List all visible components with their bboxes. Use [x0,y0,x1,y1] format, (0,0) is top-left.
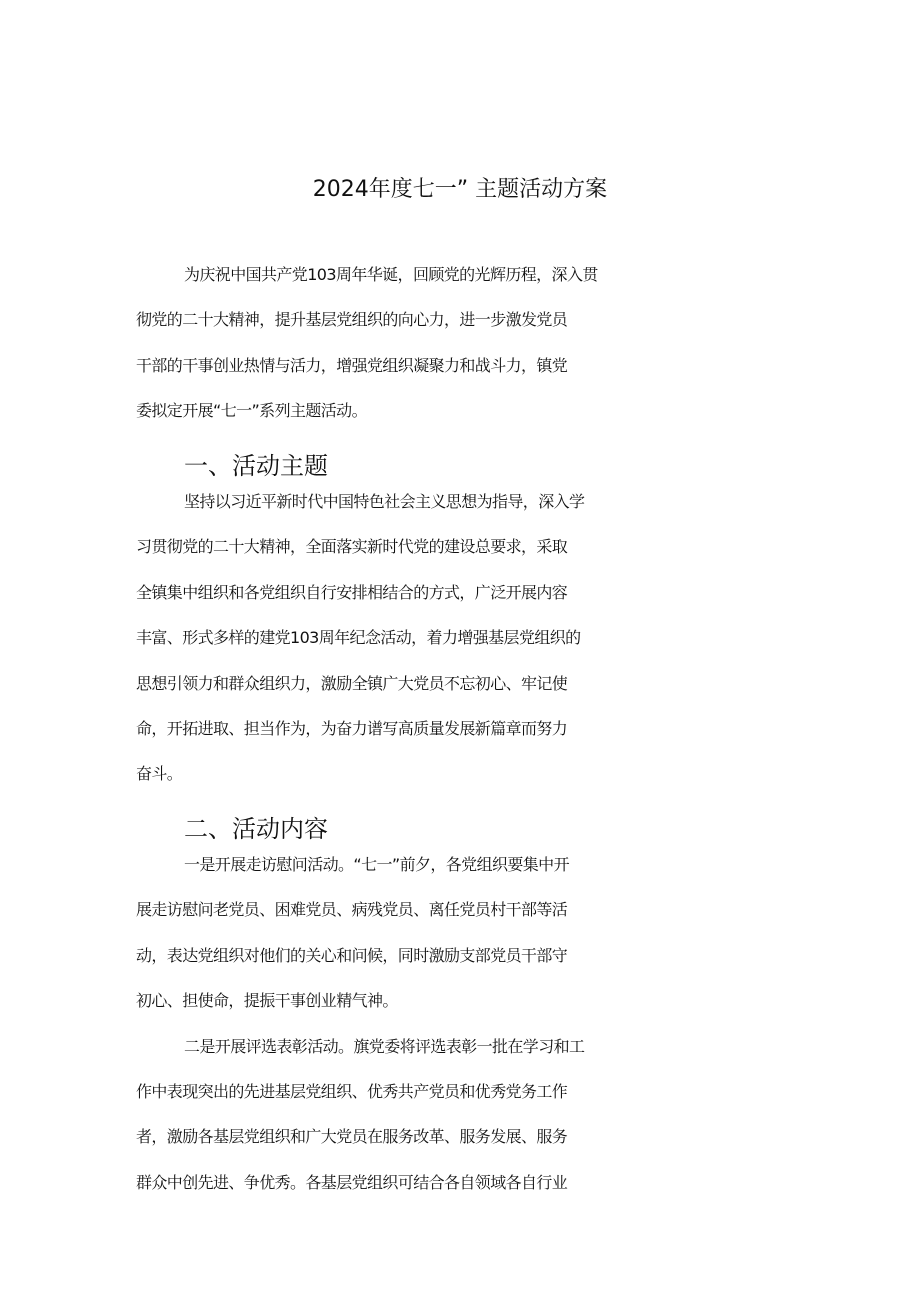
item-award-line: 者，激励各基层党组织和广大党员在服务改革、服务发展、服务 [136,1127,568,1147]
item-visit-line: 动，表达党组织对他们的关心和问候，同时激励支部党员干部守 [136,945,568,965]
item-visit-line: 展走访慰问老党员、困难党员、病残党员、离任党员村干部等活 [136,900,568,920]
item-award-paragraph [136,1034,786,1216]
theme-line: 奋斗。 [136,764,183,784]
theme-line: 全镇集中组织和各党组织自行安排相结合的方式，广泛开展内容 [136,582,568,602]
theme-line: 习贯彻党的二十大精神，全面落实新时代党的建设总要求，采取 [136,537,568,557]
intro-line: 彻党的二十大精神，提升基层党组织的向心力，进一步激发党员 [136,310,568,330]
item-award-line: 二是开展评选表彰活动。旗党委将评选表彰一批在学习和工 [184,1036,585,1056]
theme-line: 命，开拓进取、担当作为，为奋力谱写高质量发展新篇章而努力 [136,718,568,738]
item-visit-paragraph [136,852,786,1034]
document-body [136,262,786,1215]
item-award-line: 作中表现突出的先进基层党组织、优秀共产党员和优秀党务工作 [136,1082,568,1102]
theme-line: 坚持以习近平新时代中国特色社会主义思想为指导，深入学 [184,491,585,511]
theme-line: 丰富、形式多样的建党103周年纪念活动，着力增强基层党组织的 [136,628,581,648]
section-heading-theme: 一、活动主题 [184,451,328,480]
item-visit-line: 一是开展走访慰问活动。“七一”前夕，各党组织要集中开 [184,855,569,875]
theme-line: 思想引领力和群众组织力，激励全镇广大党员不忘初心、牢记使 [136,673,568,693]
document-title: 2024年度七一” 主题活动方案 [312,177,608,202]
item-visit-line: 初心、担使命，提振干事创业精气神。 [136,991,398,1011]
theme-paragraph [136,489,786,807]
item-award-line: 群众中创先进、争优秀。各基层党组织可结合各自领域各自行业 [136,1172,568,1192]
intro-line: 委拟定开展“七一”系列主题活动。 [136,401,367,421]
intro-paragraph [136,262,786,444]
section-heading-content: 二、活动内容 [184,814,328,843]
intro-line: 干部的干事创业热情与活力，增强党组织凝聚力和战斗力，镇党 [136,355,568,375]
intro-line: 为庆祝中国共产党103周年华诞，回顾党的光辉历程，深入贯 [184,265,598,284]
